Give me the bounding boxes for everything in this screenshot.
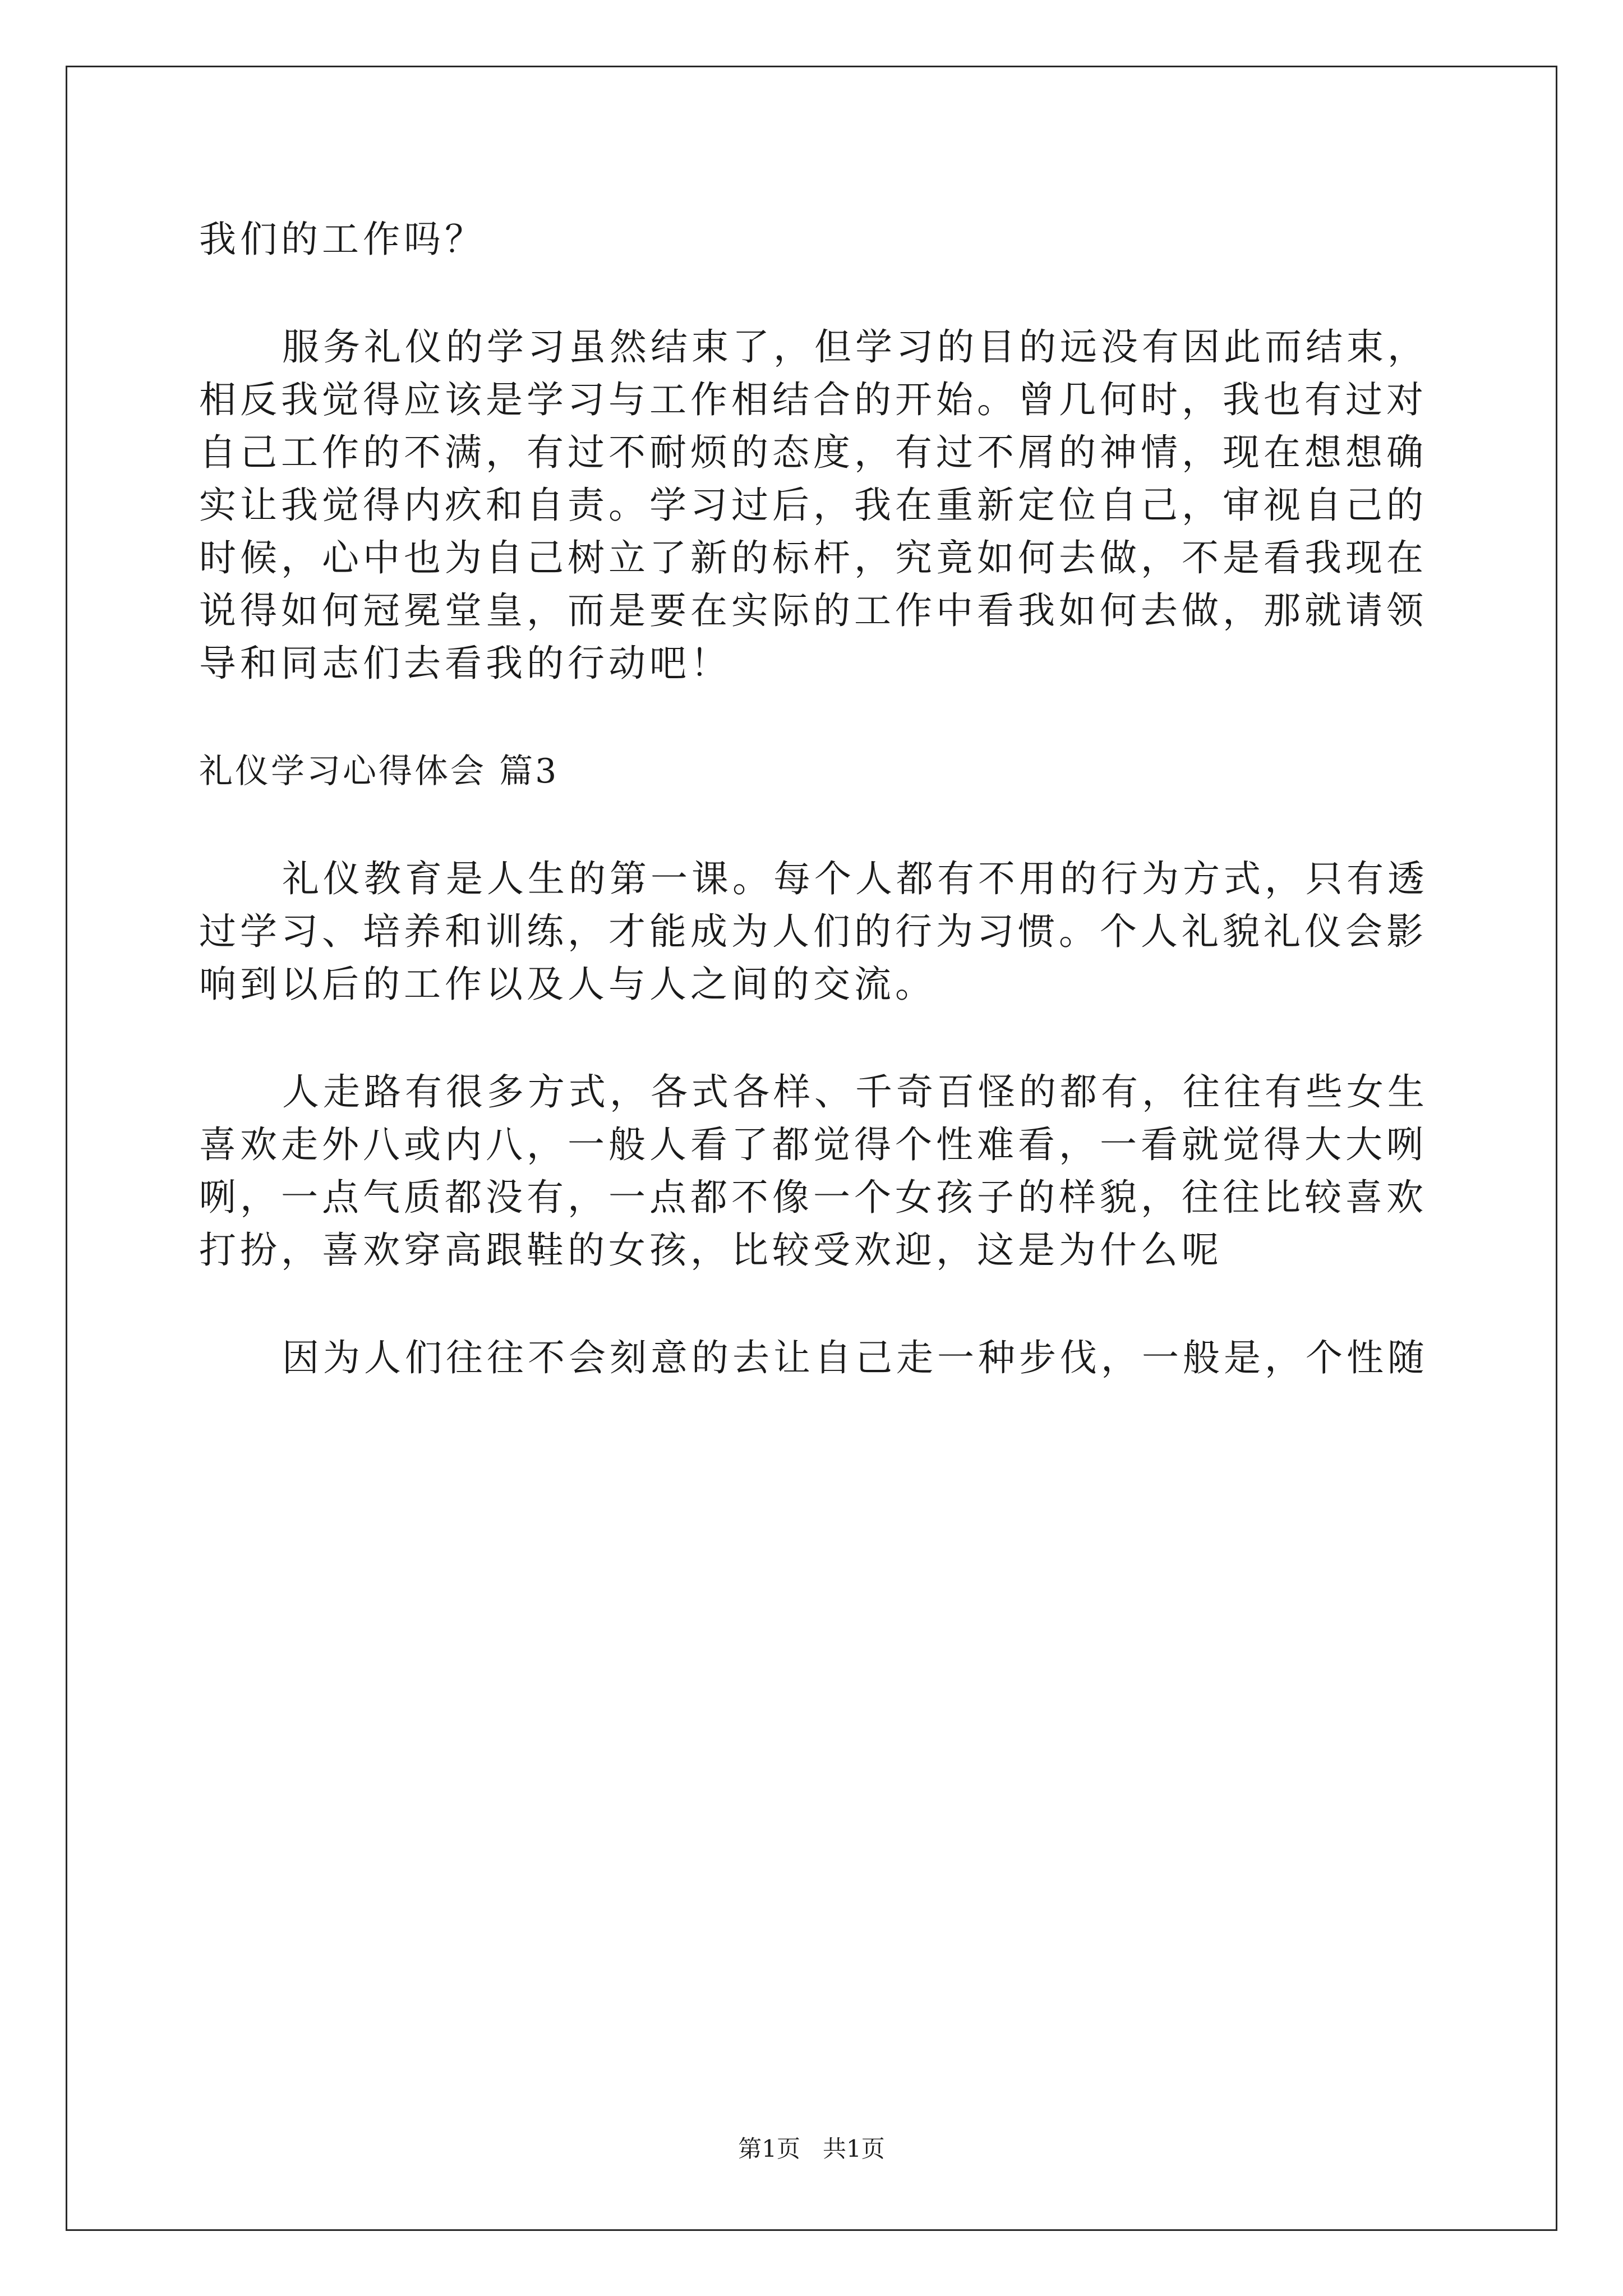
text-line: 服务礼仪的学习虽然结束了，但学习的目的远没有因此而结束，: [282, 325, 1428, 369]
text-line: 相反我觉得应该是学习与工作相结合的开始。曾几何时，我也有过对: [199, 378, 1427, 421]
page-number-current: 第1页: [738, 2135, 800, 2162]
section-title: 礼仪学习心得体会 篇3: [199, 752, 559, 791]
text-line: 说得如何冠冕堂皇，而是要在实际的工作中看我如何去做，那就请领: [199, 589, 1427, 632]
text-line: 打扮，喜欢穿高跟鞋的女孩，比较受欢迎，这是为什么呢: [199, 1228, 1223, 1272]
text-line: 因为人们往往不会刻意的去让自己走一种步伐，一般是，个性随: [282, 1336, 1428, 1379]
text-line: 时候，心中也为自己树立了新的标杆，究竟如何去做，不是看我现在: [199, 536, 1427, 579]
text-line: 喜欢走外八或内八，一般人看了都觉得个性难看，一看就觉得大大咧: [199, 1123, 1427, 1166]
text-line: 自己工作的不满，有过不耐烦的态度，有过不屑的神情，现在想想确: [199, 431, 1427, 474]
text-line: 咧，一点气质都没有，一点都不像一个女孩子的样貌，往往比较喜欢: [199, 1176, 1427, 1219]
page-number-total: 共1页: [823, 2135, 885, 2162]
paragraph-continuation: [199, 213, 1427, 266]
text-line: 我们的工作吗？: [199, 218, 486, 261]
section-heading: [199, 745, 1427, 798]
paragraph-service-etiquette: [199, 321, 1427, 690]
text-line: 导和同志们去看我的行动吧！: [199, 642, 731, 685]
page-footer: [0, 2134, 1623, 2164]
paragraph-etiquette-education: [199, 853, 1427, 1011]
text-line: 人走路有很多方式，各式各样、千奇百怪的都有，往往有些女生: [282, 1070, 1428, 1114]
text-line: 响到以后的工作以及人与人之间的交流。: [199, 963, 936, 1006]
paragraph-walking: [199, 1066, 1427, 1277]
document-body: [199, 213, 1427, 1439]
text-line: 实让我觉得内疚和自责。学习过后，我在重新定位自己，审视自己的: [199, 484, 1427, 527]
paragraph-reason: [199, 1332, 1427, 1384]
text-line: 过学习、培养和训练，才能成为人们的行为习惯。个人礼貌礼仪会影: [199, 910, 1427, 953]
text-line: 礼仪教育是人生的第一课。每个人都有不用的行为方式，只有透: [282, 857, 1428, 900]
